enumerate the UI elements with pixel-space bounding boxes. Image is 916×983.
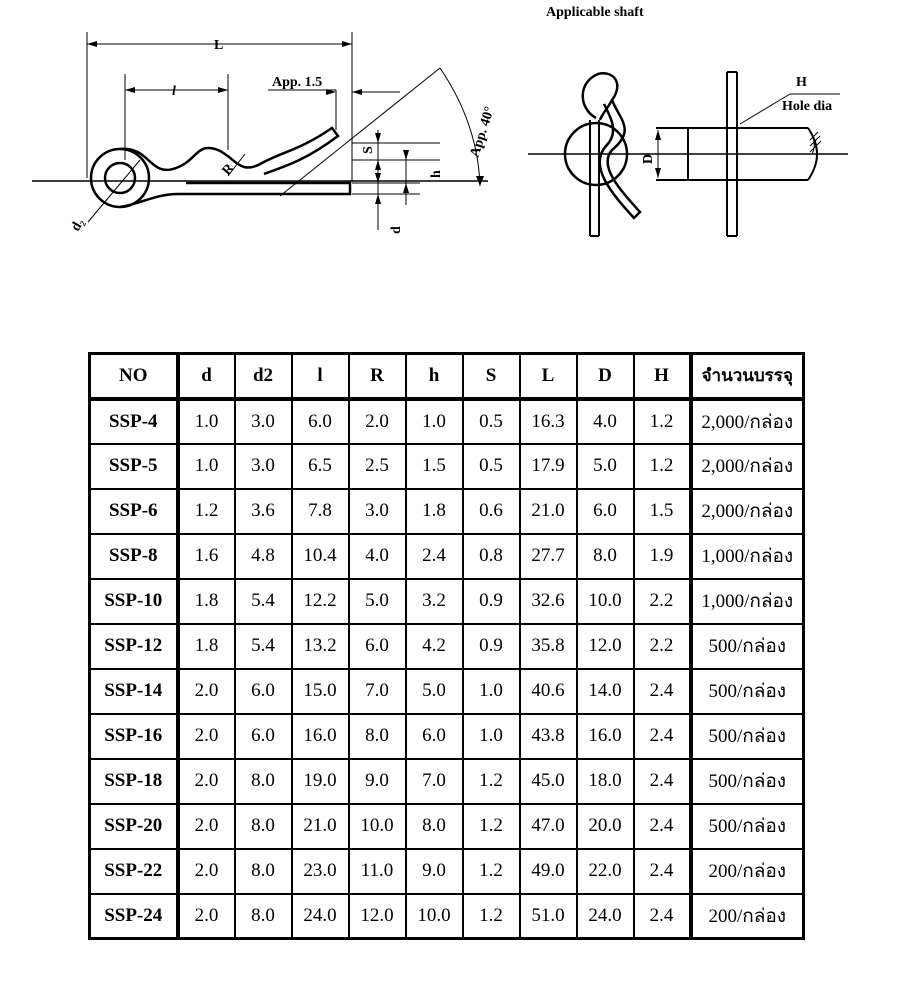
table-cell: 5.0 [406,669,463,714]
table-cell: 7.0 [349,669,406,714]
table-cell: SSP-16 [90,714,178,759]
column-header: S [463,354,520,399]
table-cell: 1.0 [463,669,520,714]
table-cell: 0.9 [463,624,520,669]
column-header: h [406,354,463,399]
table-cell: 14.0 [577,669,634,714]
table-cell: 5.4 [235,579,292,624]
table-cell: SSP-22 [90,849,178,894]
table-cell: 0.5 [463,444,520,489]
table-cell: 500/กล่อง [691,714,804,759]
table-cell: 1.0 [178,444,235,489]
table-cell: 6.0 [406,714,463,759]
table-cell: 2,000/กล่อง [691,399,804,444]
table-cell: 3.0 [235,399,292,444]
table-cell: 2.4 [634,669,691,714]
table-cell: 12.0 [349,894,406,939]
table-row [90,399,804,444]
column-header: H [634,354,691,399]
table-cell: 2.0 [178,894,235,939]
table-cell: 8.0 [406,804,463,849]
table-cell: 1.0 [178,399,235,444]
table-cell: 23.0 [292,849,349,894]
table-cell: SSP-24 [90,894,178,939]
table-cell: 20.0 [577,804,634,849]
table-cell: 2.4 [634,759,691,804]
label-D: D [641,153,656,164]
label-h: h [429,170,444,178]
table-cell: SSP-4 [90,399,178,444]
table-cell: 35.8 [520,624,577,669]
table-cell: 24.0 [577,894,634,939]
table-cell: 16.0 [577,714,634,759]
table-header-row [90,354,804,399]
table-cell: 500/กล่อง [691,804,804,849]
label-d: d [389,226,404,234]
table-cell: 27.7 [520,534,577,579]
table-cell: SSP-18 [90,759,178,804]
label-l: l [172,84,176,99]
table-cell: 0.5 [463,399,520,444]
snap-pin-side-view [32,32,488,230]
table-cell: 40.6 [520,669,577,714]
table-cell: 2.4 [634,714,691,759]
table-cell: 2.2 [634,624,691,669]
table-cell: 11.0 [349,849,406,894]
applicable-shaft-view [528,72,848,236]
label-d2: d₂ [68,216,88,234]
table-cell: 16.3 [520,399,577,444]
table-cell: 10.4 [292,534,349,579]
table-cell: 3.2 [406,579,463,624]
table-cell: 16.0 [292,714,349,759]
table-row [90,444,804,489]
table-cell: 1,000/กล่อง [691,534,804,579]
table-cell: 1.2 [634,399,691,444]
table-cell: 2.4 [634,894,691,939]
column-header: d2 [235,354,292,399]
column-header: d [178,354,235,399]
table-cell: 6.0 [292,399,349,444]
table-row [90,759,804,804]
table-cell: 9.0 [349,759,406,804]
table-cell: 2,000/กล่อง [691,489,804,534]
table-cell: 2.0 [178,759,235,804]
table-cell: 1.2 [463,804,520,849]
table-cell: 10.0 [406,894,463,939]
table-cell: 1.5 [634,489,691,534]
label-R: R [219,161,238,179]
table-cell: 1.2 [463,759,520,804]
table-cell: 500/กล่อง [691,759,804,804]
table-cell: 4.0 [349,534,406,579]
table-cell: 4.2 [406,624,463,669]
table-cell: 13.2 [292,624,349,669]
table-cell: 2.4 [634,849,691,894]
table-cell: 22.0 [577,849,634,894]
table-cell: 0.8 [463,534,520,579]
table-cell: SSP-20 [90,804,178,849]
table-cell: 21.0 [292,804,349,849]
table-row [90,624,804,669]
table-cell: 12.0 [577,624,634,669]
table-cell: 200/กล่อง [691,849,804,894]
table-cell: SSP-14 [90,669,178,714]
table-cell: 1.9 [634,534,691,579]
table-row [90,669,804,714]
table-cell: 200/กล่อง [691,894,804,939]
table-cell: 9.0 [406,849,463,894]
column-header: L [520,354,577,399]
table-cell: 2.0 [178,849,235,894]
table-cell: 51.0 [520,894,577,939]
table-cell: 5.0 [349,579,406,624]
label-hole-dia: Hole dia [782,99,833,114]
table-cell: 0.6 [463,489,520,534]
table-cell: 4.0 [577,399,634,444]
table-cell: 6.0 [349,624,406,669]
table-cell: 8.0 [235,894,292,939]
column-header: จำนวนบรรจุ [691,354,804,399]
arrowheads [87,41,484,204]
table-cell: 1.0 [463,714,520,759]
table-cell: 6.5 [292,444,349,489]
table-row [90,714,804,759]
table-row [90,534,804,579]
table-row [90,489,804,534]
table-cell: 1.2 [178,489,235,534]
table-cell: SSP-8 [90,534,178,579]
technical-drawing [0,0,916,345]
table-cell: 8.0 [349,714,406,759]
table-cell: SSP-12 [90,624,178,669]
table-row [90,579,804,624]
table-cell: 1.5 [406,444,463,489]
label-S: S [361,146,376,154]
column-header: R [349,354,406,399]
table-cell: 2,000/กล่อง [691,444,804,489]
table-cell: 2.4 [406,534,463,579]
table-cell: 8.0 [235,849,292,894]
table-cell: 43.8 [520,714,577,759]
label-L: L [214,38,224,53]
column-header: D [577,354,634,399]
table-cell: 1,000/กล่อง [691,579,804,624]
table-cell: 12.2 [292,579,349,624]
table-cell: SSP-6 [90,489,178,534]
table-cell: 8.0 [577,534,634,579]
table-cell: 1.2 [634,444,691,489]
table-row [90,804,804,849]
table-cell: 6.0 [577,489,634,534]
table-cell: 3.0 [235,444,292,489]
table-cell: 2.0 [178,714,235,759]
table-cell: 1.2 [463,894,520,939]
table-cell: 2.2 [634,579,691,624]
label-H: H [796,75,807,90]
table-cell: 3.6 [235,489,292,534]
table-cell: 10.0 [349,804,406,849]
label-app-15: App. 1.5 [272,75,323,90]
table-cell: SSP-5 [90,444,178,489]
table-cell: 2.0 [349,399,406,444]
table-cell: 49.0 [520,849,577,894]
table-cell: 500/กล่อง [691,624,804,669]
table-cell: 24.0 [292,894,349,939]
table-cell: 47.0 [520,804,577,849]
table-cell: 2.0 [178,804,235,849]
table-cell: 2.4 [634,804,691,849]
spec-table [88,352,805,940]
table-cell: 19.0 [292,759,349,804]
table-cell: 1.6 [178,534,235,579]
column-header: NO [90,354,178,399]
drawing-title: Applicable shaft [546,5,644,20]
table-cell: 1.0 [406,399,463,444]
label-app-40: App. 40° [467,104,498,160]
table-cell: 8.0 [235,759,292,804]
table-cell: 6.0 [235,714,292,759]
table-cell: 18.0 [577,759,634,804]
column-header: l [292,354,349,399]
table-cell: 500/กล่อง [691,669,804,714]
table-cell: 32.6 [520,579,577,624]
table-cell: 4.8 [235,534,292,579]
table-row [90,849,804,894]
table-cell: 1.8 [178,579,235,624]
table-cell: 0.9 [463,579,520,624]
table-cell: 7.0 [406,759,463,804]
table-cell: 5.4 [235,624,292,669]
table-cell: 8.0 [235,804,292,849]
table-cell: 21.0 [520,489,577,534]
table-cell: SSP-10 [90,579,178,624]
table-cell: 3.0 [349,489,406,534]
table-cell: 10.0 [577,579,634,624]
table-cell: 5.0 [577,444,634,489]
table-cell: 1.2 [463,849,520,894]
table-cell: 7.8 [292,489,349,534]
table-cell: 45.0 [520,759,577,804]
table-cell: 1.8 [406,489,463,534]
table-cell: 2.5 [349,444,406,489]
table-cell: 15.0 [292,669,349,714]
table-cell: 2.0 [178,669,235,714]
table-cell: 6.0 [235,669,292,714]
table-cell: 17.9 [520,444,577,489]
table-row [90,894,804,939]
table-cell: 1.8 [178,624,235,669]
